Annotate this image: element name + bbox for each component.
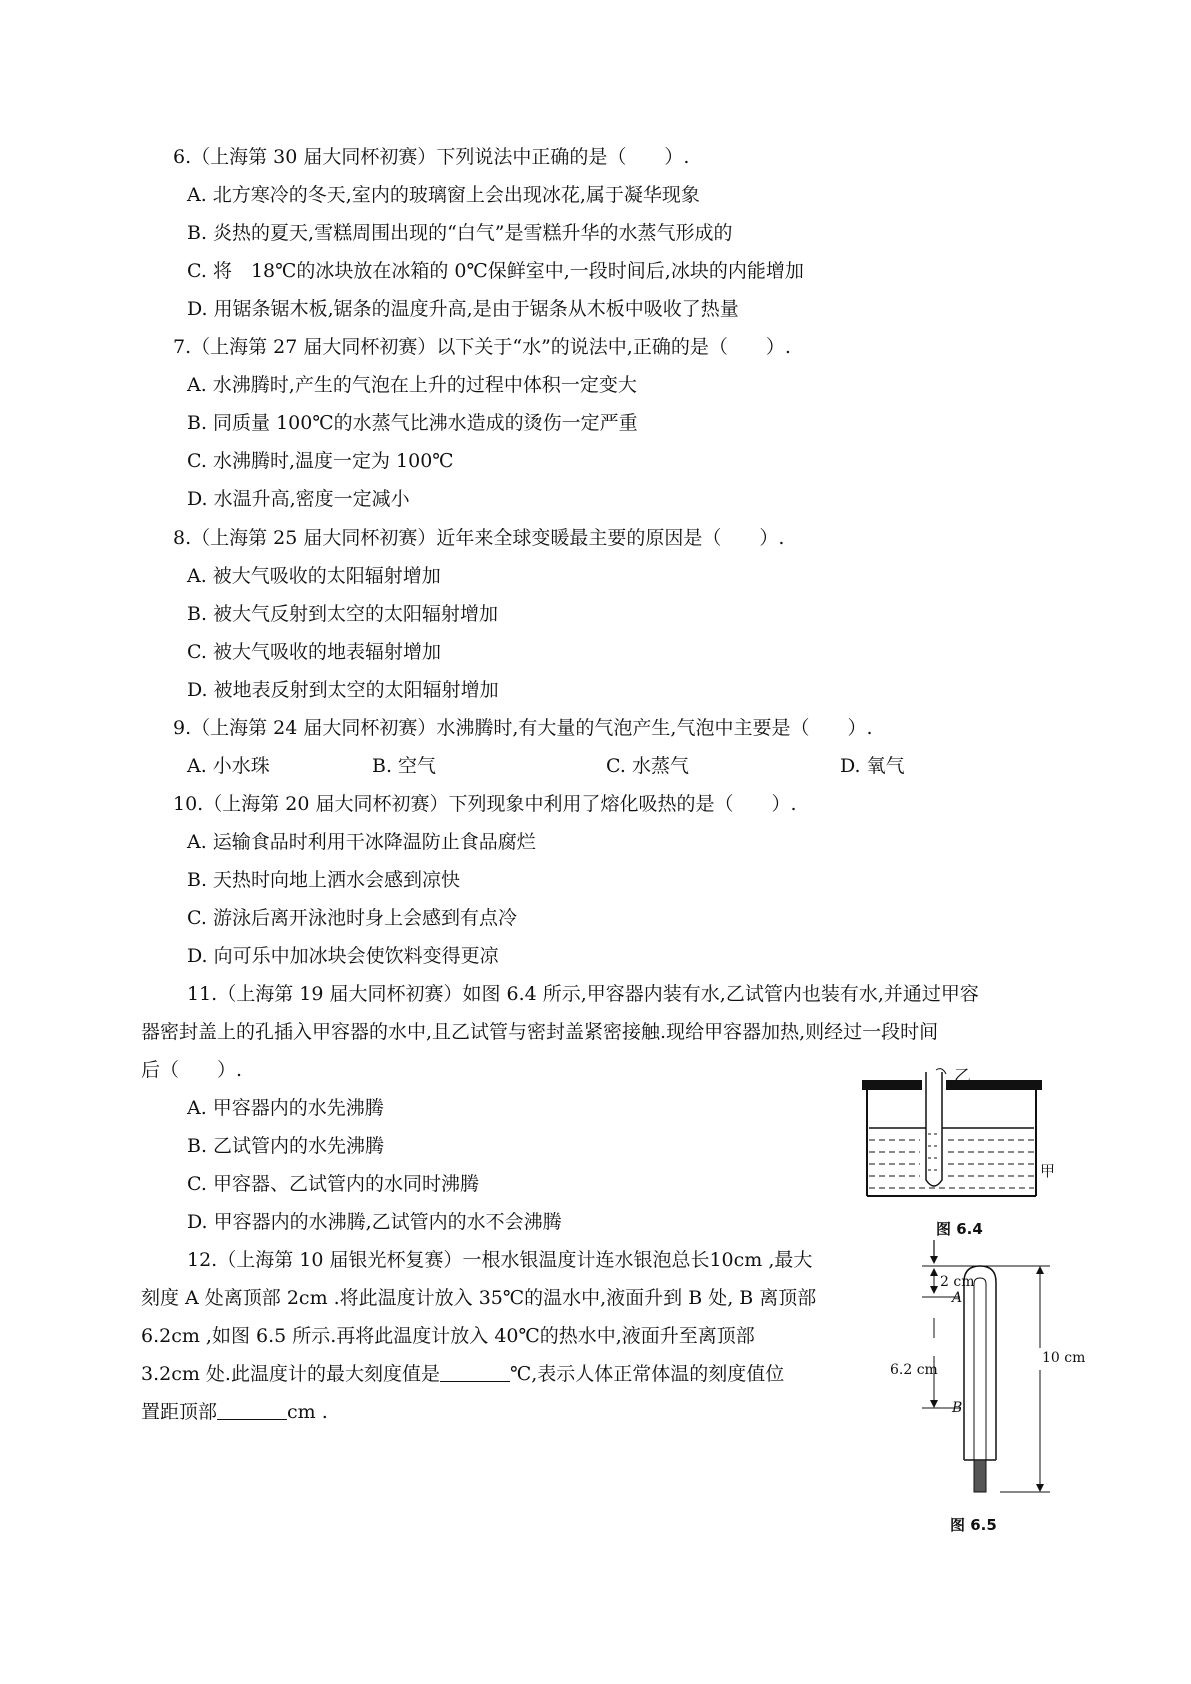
q12-line-5-text-before: 置距顶部 — [141, 1401, 218, 1423]
q12-line-2: 刻度 A 处离顶部 2cm .将此温度计放入 35℃的温水中,液面升到 B 处, B 离顶部 — [141, 1287, 817, 1309]
q8-option-d: D. 被地表反射到太空的太阳辐射增加 — [187, 679, 499, 701]
q12-line-3: 6.2cm ,如图 6.5 所示.再将此温度计放入 40℃的热水中,液面升至离顶部 — [141, 1325, 755, 1347]
q6-option-b: B. 炎热的夏天,雪糕周围出现的“白气”是雪糕升华的水蒸气形成的 — [187, 222, 733, 244]
figure-6-4 — [860, 1068, 1060, 1258]
q7-option-a: A. 水沸腾时,产生的气泡在上升的过程中体积一定变大 — [187, 374, 637, 396]
q10-option-d: D. 向可乐中加冰块会使饮料变得更凉 — [187, 945, 499, 967]
q8-stem: 8.（上海第 25 届大同杯初赛）近年来全球变暖最主要的原因是（ ）. — [173, 527, 785, 549]
q12-line-4-text-after: ℃,表示人体正常体温的刻度值位 — [509, 1363, 785, 1385]
q11-stem-line-1: 11.（上海第 19 届大同杯初赛）如图 6.4 所示,甲容器内装有水,乙试管内也装有水,并通过甲容 — [187, 983, 979, 1005]
q8-option-c: C. 被大气吸收的地表辐射增加 — [187, 641, 441, 663]
q10-option-a: A. 运输食品时利用干冰降温防止食品腐烂 — [187, 831, 536, 853]
q10-stem: 10.（上海第 20 届大同杯初赛）下列现象中利用了熔化吸热的是（ ）. — [173, 793, 797, 815]
q9-option-c: C. 水蒸气 — [606, 755, 689, 777]
q11-option-c: C. 甲容器、乙试管内的水同时沸腾 — [187, 1173, 479, 1195]
q11-option-d: D. 甲容器内的水沸腾,乙试管内的水不会沸腾 — [187, 1211, 562, 1233]
figure-6-4-caption: 图 6.4 — [936, 1220, 983, 1238]
q12-answer-blank-body-temp-position[interactable] — [217, 1401, 287, 1420]
q12-answer-blank-max-reading[interactable] — [440, 1363, 510, 1382]
q10-option-c: C. 游泳后离开泳池时身上会感到有点冷 — [187, 907, 517, 929]
q9-option-a: A. 小水珠 — [187, 755, 270, 777]
figure-6-5-caption: 图 6.5 — [950, 1516, 997, 1534]
q12-line-5-text-after: cm . — [287, 1401, 328, 1423]
q12-line-4-text-before: 3.2cm 处.此温度计的最大刻度值是 — [141, 1363, 440, 1385]
q8-option-a: A. 被大气吸收的太阳辐射增加 — [187, 565, 441, 587]
figure-6-5 — [890, 1240, 1090, 1534]
q11-stem-line-2: 器密封盖上的孔插入甲容器的水中,且乙试管与密封盖紧密接触.现给甲容器加热,则经过一段时间 — [141, 1021, 939, 1043]
figure-6-5-2cm-label: 2 cm — [940, 1274, 975, 1290]
q10-option-b: B. 天热时向地上洒水会感到凉快 — [187, 869, 461, 891]
q6-option-d: D. 用锯条锯木板,锯条的温度升高,是由于锯条从木板中吸收了热量 — [187, 298, 739, 320]
q6-option-a: A. 北方寒冷的冬天,室内的玻璃窗上会出现冰花,属于凝华现象 — [187, 184, 700, 206]
figure-6-5-point-a-label: A — [952, 1290, 963, 1306]
figure-6-5-6-2cm-label: 6.2 cm — [890, 1362, 938, 1378]
q7-stem: 7.（上海第 27 届大同杯初赛）以下关于“水”的说法中,正确的是（ ）. — [173, 336, 791, 358]
figure-6-5-point-b-label: B — [952, 1400, 963, 1416]
q12-line-4 — [141, 1362, 784, 1386]
q7-option-d: D. 水温升高,密度一定减小 — [187, 488, 410, 510]
q6-stem: 6.（上海第 30 届大同杯初赛）下列说法中正确的是（ ）. — [173, 146, 690, 168]
q11-option-b: B. 乙试管内的水先沸腾 — [187, 1135, 385, 1157]
figure-6-5-10cm-label: 10 cm — [1042, 1350, 1086, 1366]
q9-option-b: B. 空气 — [372, 755, 437, 777]
q12-line-5 — [141, 1400, 328, 1424]
figure-6-4-tube-label: 乙 — [954, 1067, 971, 1087]
q9-option-d: D. 氧气 — [840, 755, 905, 777]
q9-stem: 9.（上海第 24 届大同杯初赛）水沸腾时,有大量的气泡产生,气泡中主要是（ ）. — [173, 717, 873, 739]
q12-line-1: 12.（上海第 10 届银光杯复赛）一根水银温度计连水银泡总长10cm ,最大 — [187, 1249, 813, 1271]
q11-stem-line-3: 后（ ）. — [141, 1059, 243, 1081]
q7-option-c: C. 水沸腾时,温度一定为 100℃ — [187, 450, 454, 472]
figure-6-4-drawing — [860, 1068, 1060, 1203]
q6-option-c: C. 将 18℃的冰块放在冰箱的 0℃保鲜室中,一段时间后,冰块的内能增加 — [187, 260, 804, 282]
q11-option-a: A. 甲容器内的水先沸腾 — [187, 1097, 384, 1119]
q8-option-b: B. 被大气反射到太空的太阳辐射增加 — [187, 603, 499, 625]
figure-6-4-container-label: 甲 — [1040, 1162, 1056, 1180]
q7-option-b: B. 同质量 100℃的水蒸气比沸水造成的烫伤一定严重 — [187, 412, 638, 434]
